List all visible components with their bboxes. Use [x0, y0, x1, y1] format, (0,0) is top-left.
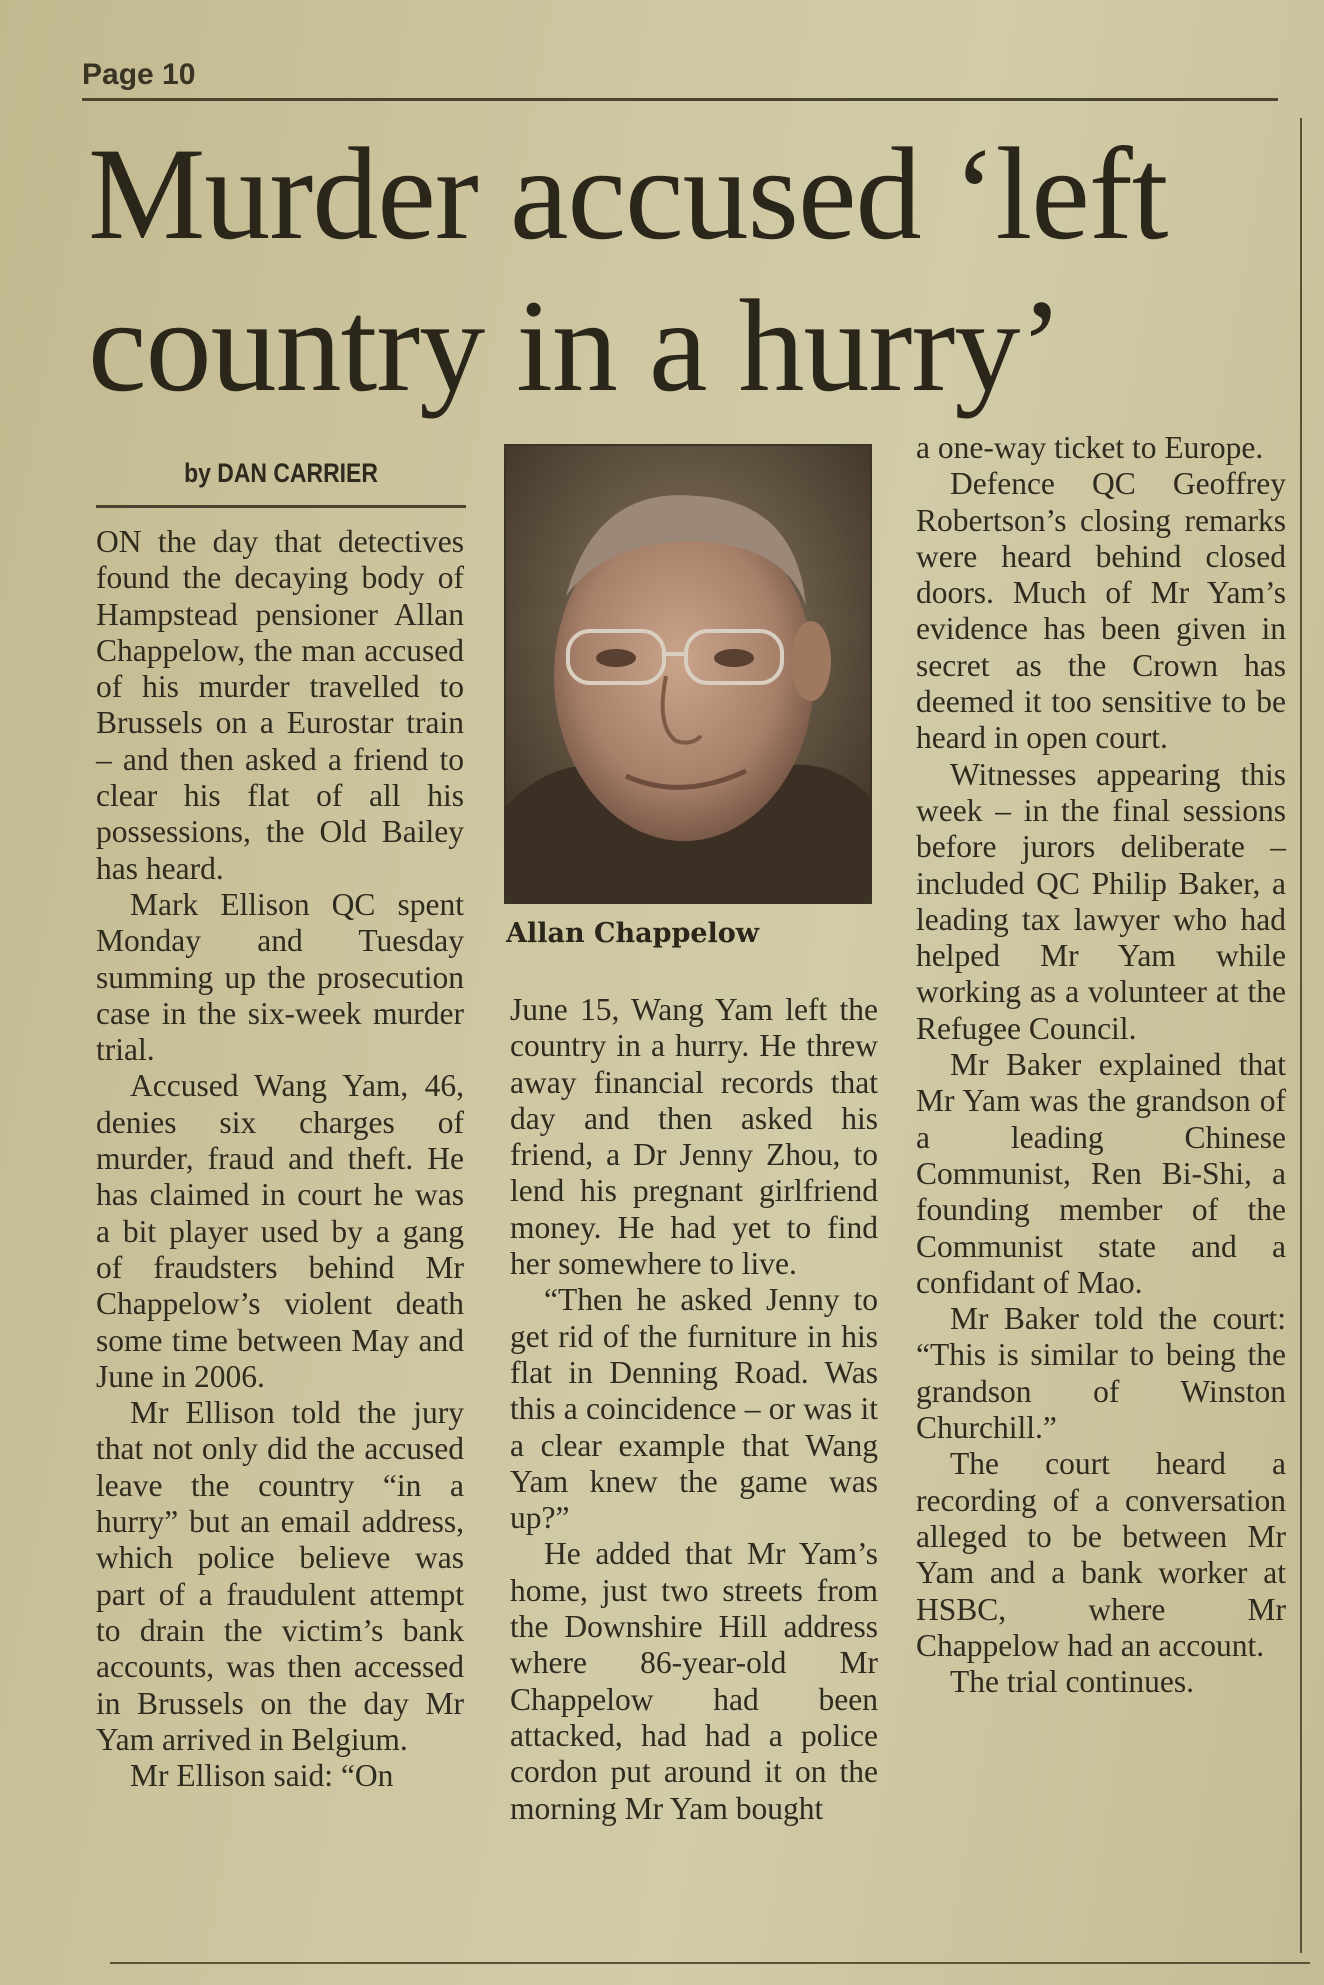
paragraph: Defence QC Geoffrey Robertson’s closing remarks were heard behind closed doors. Much of Mr Yam’s evidence has been given in secret as the Crown has deemed it too sensitive to be heard in open court. — [916, 466, 1286, 756]
paragraph: Mr Baker explained that Mr Yam was the grandson of a leading Chinese Communist, Ren Bi-Shi, a founding member of the Communist state and a confidant of Mao. — [916, 1047, 1286, 1300]
footer-rule — [110, 1962, 1310, 1964]
column-rule-right — [1300, 118, 1302, 1953]
header-rule — [82, 98, 1278, 101]
paragraph: June 15, Wang Yam left the country in a hurry. He threw away financial records that day and then asked his friend, a Dr Jenny Zhou, to lend his pregnant girlfriend money. He had yet to find her somewhere to live. — [510, 992, 878, 1282]
byline-rule — [96, 505, 466, 508]
byline: by DAN CARRIER — [184, 458, 378, 488]
page-number: Page 10 — [82, 58, 196, 91]
paragraph: Mr Baker told the court: “This is similar to being the grandson of Winston Churchill.” — [916, 1301, 1286, 1446]
paragraph: “Then he asked Jenny to get rid of the furniture in his flat in Denning Road. Was this a coincidence – or was it a clear example that Wang Yam knew the game was up?” — [510, 1282, 878, 1536]
paragraph: Mark Ellison QC spent Monday and Tuesday summing up the prosecution case in the six-week murder trial. — [96, 886, 464, 1068]
article-column-1 — [96, 524, 464, 1794]
paragraph: a one-way ticket to Europe. — [916, 430, 1264, 465]
article-column-3 — [916, 430, 1286, 1700]
paragraph: ON the day that detectives found the decaying body of Hampstead pensioner Allan Chappelow, the man accused of his murder travelled to Brussels on a Eurostar train – and then asked a friend to clear his flat of all his possessions, the Old Bailey has heard. — [96, 524, 464, 886]
paragraph: The court heard a recording of a conversation alleged to be between Mr Yam and a bank worker at HSBC, where Mr Chappelow had an account. — [916, 1446, 1286, 1663]
portrait-photo — [504, 444, 872, 904]
article-column-2 — [510, 992, 878, 1827]
paragraph: Witnesses appearing this week – in the final sessions before jurors deliberate – included QC Philip Baker, a leading tax lawyer who had helped Mr Yam while working as a volunteer at the Refugee Council. — [916, 756, 1286, 1046]
paragraph: He added that Mr Yam’s home, just two streets from the Downshire Hill address where 86-year-old Mr Chappelow had been attacked, had had a police cordon put around it on the morning Mr Yam bought — [510, 1536, 878, 1826]
headline: Murder accused ‘left country in a hurry’ — [88, 120, 1168, 419]
paragraph: Mr Ellison said: “On — [130, 1758, 394, 1794]
paragraph: Accused Wang Yam, 46, denies six charges of murder, fraud and theft. He has claimed in court he was a bit player used by a gang of fraudsters behind Mr Chappelow’s violent death some time between May and June in 2006. — [96, 1068, 464, 1394]
paragraph: The trial continues. — [950, 1664, 1195, 1700]
photo-caption: Allan Chappelow — [506, 918, 760, 949]
paragraph: Mr Ellison told the jury that not only did the accused leave the country “in a hurry” but an email address, which police believe was part of a fraudulent attempt to drain the victim’s bank accounts, was then accessed in Brussels on the day Mr Yam arrived in Belgium. — [96, 1395, 464, 1757]
